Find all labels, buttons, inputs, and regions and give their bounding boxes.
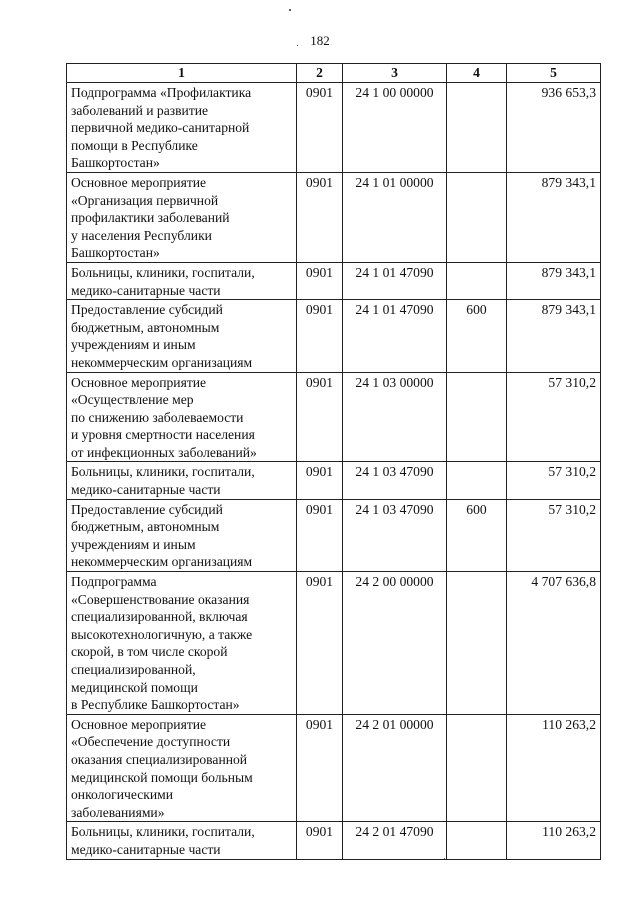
row-expense-type: 600: [447, 499, 507, 571]
row-amount: 879 343,1: [507, 300, 601, 372]
row-name: Подпрограмма «Совершенствование оказания специализированной, включая высокотехнологичную, а также скорой, в том числе скорой специализированной, медицинской помощи в Республике Башкортостан»: [67, 572, 297, 715]
row-expense-type: [447, 372, 507, 462]
row-amount: 57 310,2: [507, 462, 601, 499]
row-name: Основное мероприятие «Организация первичной профилактики заболеваний у населения Республики Башкортостан»: [67, 172, 297, 262]
table-row: [67, 83, 601, 173]
row-code: 24 1 00 00000: [343, 83, 447, 173]
header-cell-name: 1: [67, 64, 297, 83]
row-amount: 57 310,2: [507, 372, 601, 462]
header-cell-type: 4: [447, 64, 507, 83]
row-name: Предоставление субсидий бюджетным, автономным учреждениям и иным некоммерческим организациям: [67, 300, 297, 372]
row-code: 24 1 03 47090: [343, 462, 447, 499]
row-expense-type: [447, 822, 507, 859]
row-code: 24 1 01 00000: [343, 172, 447, 262]
table-row: [67, 372, 601, 462]
header-cell-code: 3: [343, 64, 447, 83]
row-expense-type: [447, 714, 507, 822]
row-section: 0901: [297, 462, 343, 499]
header-row: [67, 64, 601, 83]
row-expense-type: [447, 572, 507, 715]
row-section: 0901: [297, 572, 343, 715]
row-code: 24 1 01 47090: [343, 262, 447, 299]
header-cell-amount: 5: [507, 64, 601, 83]
table-row: [67, 572, 601, 715]
row-section: 0901: [297, 372, 343, 462]
row-expense-type: [447, 83, 507, 173]
budget-table: [66, 63, 601, 860]
table-row: [67, 172, 601, 262]
row-name: Больницы, клиники, госпитали, медико-санитарные части: [67, 462, 297, 499]
row-expense-type: [447, 172, 507, 262]
row-code: 24 2 00 00000: [343, 572, 447, 715]
table-row: [67, 499, 601, 571]
row-section: 0901: [297, 499, 343, 571]
page-number: 182: [310, 33, 330, 48]
row-name: Больницы, клиники, госпитали, медико-санитарные части: [67, 262, 297, 299]
row-amount: 879 343,1: [507, 262, 601, 299]
row-expense-type: 600: [447, 300, 507, 372]
table-row: [67, 462, 601, 499]
row-code: 24 1 03 47090: [343, 499, 447, 571]
row-section: 0901: [297, 262, 343, 299]
row-name: Подпрограмма «Профилактика заболеваний и развитие первичной медико-санитарной помощи в Республике Башкортостан»: [67, 83, 297, 173]
row-amount: 4 707 636,8: [507, 572, 601, 715]
row-amount: 936 653,3: [507, 83, 601, 173]
row-section: 0901: [297, 300, 343, 372]
row-section: 0901: [297, 172, 343, 262]
row-code: 24 1 01 47090: [343, 300, 447, 372]
row-name: Больницы, клиники, госпитали, медико-санитарные части: [67, 822, 297, 859]
row-amount: 57 310,2: [507, 499, 601, 571]
row-section: 0901: [297, 83, 343, 173]
row-name: Основное мероприятие «Обеспечение доступности оказания специализированной медицинской помощи больным онкологическими заболеваниями»: [67, 714, 297, 822]
scan-speck: [289, 9, 291, 11]
row-name: Предоставление субсидий бюджетным, автономным учреждениям и иным некоммерческим организациям: [67, 499, 297, 571]
row-amount: 110 263,2: [507, 822, 601, 859]
table-row: [67, 262, 601, 299]
row-name: Основное мероприятие «Осуществление мер по снижению заболеваемости и уровня смертности населения от инфекционных заболеваний»: [67, 372, 297, 462]
table-row: [67, 822, 601, 859]
row-code: 24 2 01 47090: [343, 822, 447, 859]
row-code: 24 1 03 00000: [343, 372, 447, 462]
table-row: [67, 714, 601, 822]
row-expense-type: [447, 462, 507, 499]
header-cell-section: 2: [297, 64, 343, 83]
row-expense-type: [447, 262, 507, 299]
table-row: [67, 300, 601, 372]
row-amount: 110 263,2: [507, 714, 601, 822]
row-code: 24 2 01 00000: [343, 714, 447, 822]
row-section: 0901: [297, 822, 343, 859]
row-section: 0901: [297, 714, 343, 822]
row-amount: 879 343,1: [507, 172, 601, 262]
